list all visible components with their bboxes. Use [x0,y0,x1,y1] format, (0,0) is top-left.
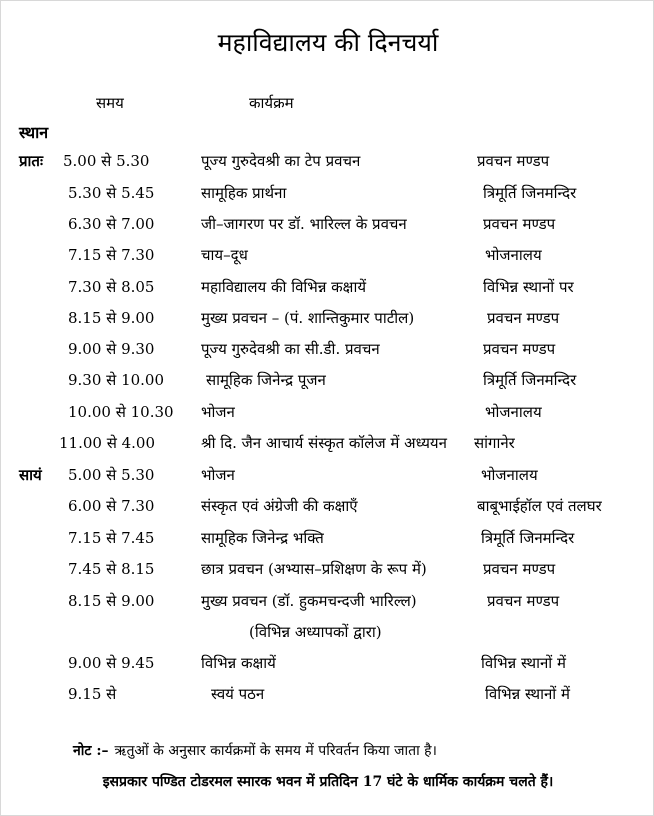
row-program: छात्र प्रवचन (अभ्यास–प्रशिक्षण के रूप में) [201,560,427,578]
page-title: महाविद्यालय की दिनचर्या [217,28,439,57]
row-time: 6.00 से 7.30 [68,497,155,515]
row-place: विभिन्न स्थानों में [481,654,566,672]
row-place: भोजनालय [485,403,542,421]
row-program: संस्कृत एवं अंग्रेजी की कक्षाएँ [201,497,358,515]
row-place: त्रिमूर्ति जिनमन्दिर [483,184,577,202]
table-row [1,370,654,394]
row-place: त्रिमूर्ति जिनमन्दिर [481,529,575,547]
note-text: ऋतुओं के अनुसार कार्यक्रमों के समय में परिवर्तन किया जाता है। [114,743,437,759]
row-place: विभिन्न स्थानों पर [483,278,574,296]
row-time: 5.00 से 5.30 [63,152,150,170]
row-program: श्री दि. जैन आचार्य संस्कृत कॉलेज में अध्ययन [201,434,447,452]
row-place: प्रवचन मण्डप [487,592,560,610]
table-row [1,339,654,363]
row-place: विभिन्न स्थानों में [485,685,570,703]
table-row [1,433,654,457]
table-row [1,465,654,489]
row-place: प्रवचन मण्डप [483,215,556,233]
row-program: सामूहिक जिनेन्द्र भक्ति [201,529,324,547]
row-time: 10.00 से 10.30 [68,403,174,421]
table-row [1,496,654,520]
row-time: 7.30 से 8.05 [68,278,155,296]
row-program: भोजन [201,466,235,484]
table-row [1,214,654,238]
row-time: 8.15 से 9.00 [68,592,155,610]
row-place: प्रवचन मण्डप [483,560,556,578]
table-row [1,151,654,175]
row-time: 9.30 से 10.00 [68,371,165,389]
row-time: 5.00 से 5.30 [68,466,155,484]
table-row [1,591,654,615]
row-time: 7.15 से 7.30 [68,246,155,264]
note-label: नोट :– [73,743,109,759]
row-place: बाबूभाईहॉल एवं तलघर [477,497,602,515]
row-place: प्रवचन मण्डप [483,340,556,358]
row-time: 9.00 से 9.45 [68,654,155,672]
header-program: कार्यक्रम [249,94,294,112]
row-time: 7.15 से 7.45 [68,529,155,547]
row-time: 7.45 से 8.15 [68,560,155,578]
row-program: चाय–दूध [201,246,248,264]
table-row [1,653,654,677]
row-session: सायं [19,466,42,484]
row-program: सामूहिक प्रार्थना [201,184,287,202]
table-row [1,308,654,332]
row-program: स्वयं पठन [211,685,265,703]
row-time: 5.30 से 5.45 [68,184,155,202]
header-time: समय [96,94,124,112]
row-place: प्रवचन मण्डप [477,152,550,170]
table-row [1,402,654,426]
table-row [1,559,654,583]
header-place: स्थान [19,123,49,142]
row-program: मुख्य प्रवचन – (पं. शान्तिकुमार पाटील) [201,309,415,327]
row-program: मुख्य प्रवचन (डॉ. हुकमचन्दजी भारिल्ल) [201,592,417,610]
row-place: भोजनालय [485,246,542,264]
row-place: सांगानेर [474,434,515,452]
row-program: पूज्य गुरुदेवश्री का टेप प्रवचन [201,152,361,170]
note [73,741,437,760]
row-time: 9.15 से [68,685,117,703]
row-program: पूज्य गुरुदेवश्री का सी.डी. प्रवचन [201,340,380,358]
table-row [1,183,654,207]
table-row [1,528,654,552]
row-session: प्रातः [19,152,44,170]
row-time: 8.15 से 9.00 [68,309,155,327]
row-time: 9.00 से 9.30 [68,340,155,358]
row-program: (विभिन्न अध्यापकों द्वारा) [249,623,382,641]
row-program: सामूहिक जिनेन्द्र पूजन [206,371,326,389]
table-row [1,622,654,646]
row-time: 11.00 से 4.00 [59,434,156,452]
table-row [1,245,654,269]
row-program: महाविद्यालय की विभिन्न कक्षायें [201,278,367,296]
footer-statement: इसप्रकार पण्डित टोडरमल स्मारक भवन में प्रतिदिन 17 घंटे के धार्मिक कार्यक्रम चलते हैं। [102,774,554,790]
row-time: 6.30 से 7.00 [68,215,155,233]
row-program: भोजन [201,403,235,421]
row-program: विभिन्न कक्षायें [201,654,276,672]
table-row [1,277,654,301]
row-program: जी–जागरण पर डॉ. भारिल्ल के प्रवचन [201,215,407,233]
row-place: त्रिमूर्ति जिनमन्दिर [483,371,577,389]
row-place: भोजनालय [481,466,538,484]
table-row [1,684,654,708]
row-place: प्रवचन मण्डप [487,309,560,327]
